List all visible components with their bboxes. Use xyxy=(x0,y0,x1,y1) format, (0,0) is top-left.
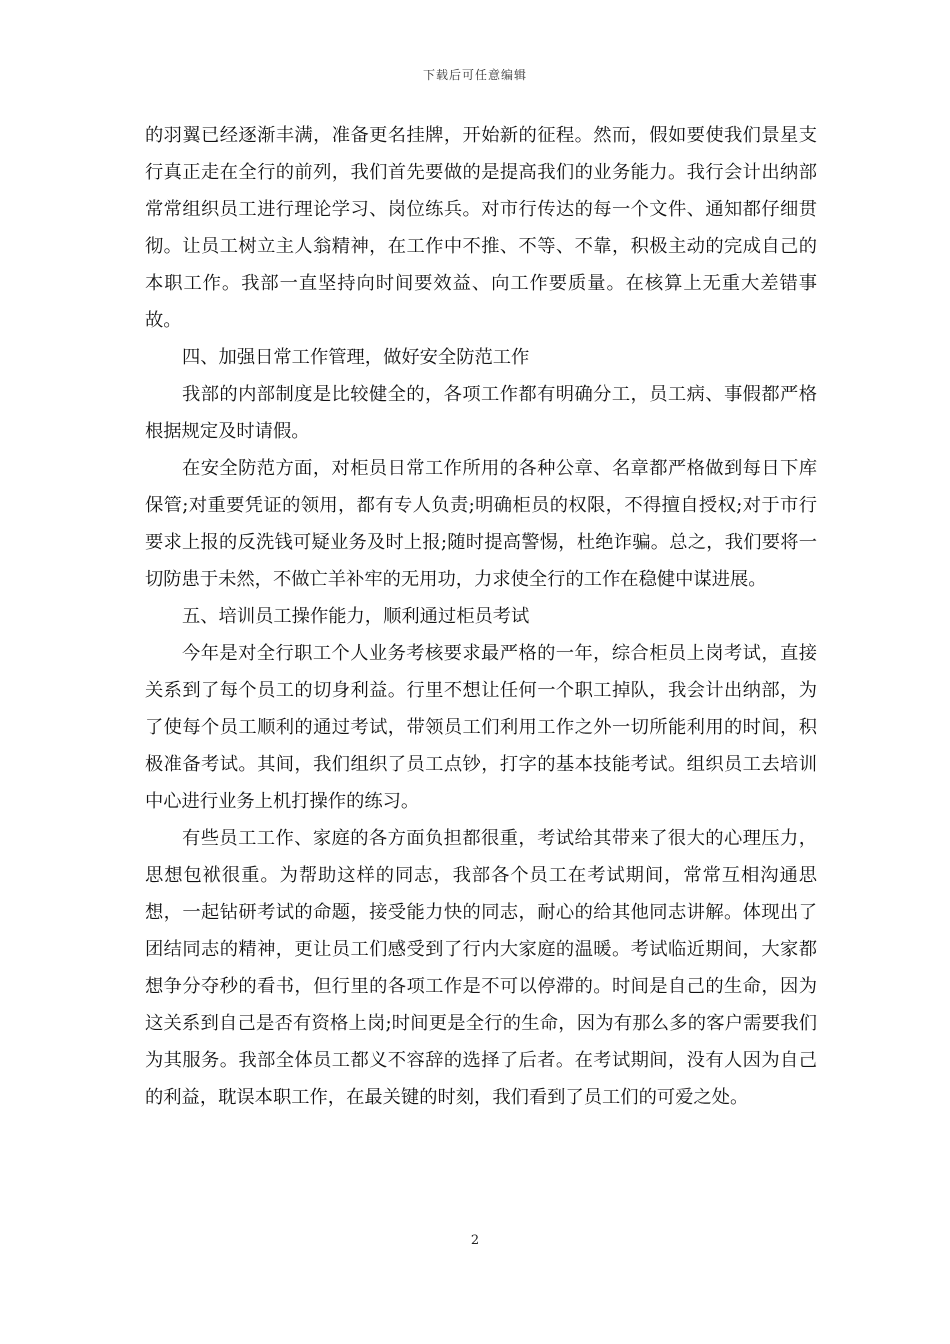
page-number: 2 xyxy=(470,1233,480,1248)
paragraph: 有些员工工作、家庭的各方面负担都很重，考试给其带来了很大的心理压力，思想包袱很重。为帮助这样的同志，我部各个员工在考试期间，常常互相沟通思想，一起钻研考试的命题，接受能力快的同志，耐心的给其他同志讲解。体现出了团结同志的精神，更让员工们感受到了行内大家庭的温暖。考试临近期间，大家都想争分夺秒的看书，但行里的各项工作是不可以停滞的。时间是自己的生命，因为这关系到自己是否有资格上岗;时间更是全行的生命，因为有那么多的客户需要我们为其服务。我部全体员工都义不容辞的选择了后者。在考试期间，没有人因为自己的利益，耽误本职工作，在最关键的时刻，我们看到了员工们的可爱之处。 xyxy=(145,828,817,1108)
paragraph: 我部的内部制度是比较健全的，各项工作都有明确分工，员工病、事假都严格根据规定及时请假。 xyxy=(145,384,817,442)
section-heading: 五、培训员工操作能力，顺利通过柜员考试 xyxy=(182,606,530,627)
page-header: 下载后可任意编辑 xyxy=(422,68,527,82)
document-body xyxy=(145,117,817,1116)
paragraph: 今年是对全行职工个人业务考核要求最严格的一年，综合柜员上岗考试，直接关系到了每个员工的切身利益。行里不想让任何一个职工掉队，我会计出纳部，为了使每个员工顺利的通过考试，带领员工们利用工作之外一切所能利用的时间，积极准备考试。其间，我们组织了员工点钞，打字的基本技能考试。组织员工去培训中心进行业务上机打操作的练习。 xyxy=(145,643,817,812)
paragraph: 的羽翼已经逐渐丰满，准备更名挂牌，开始新的征程。然而，假如要使我们景星支行真正走在全行的前列，我们首先要做的是提高我们的业务能力。我行会计出纳部常常组织员工进行理论学习、岗位练兵。对市行传达的每一个文件、通知都仔细贯彻。让员工树立主人翁精神，在工作中不推、不等、不靠，积极主动的完成自己的本职工作。我部一直坚持向时间要效益、向工作要质量。在核算上无重大差错事故。 xyxy=(145,125,817,331)
paragraph: 在安全防范方面，对柜员日常工作所用的各种公章、名章都严格做到每日下库保管;对重要凭证的领用，都有专人负责;明确柜员的权限，不得擅自授权;对于市行要求上报的反洗钱可疑业务及时上报;随时提高警惕，杜绝诈骗。总之，我们要将一切防患于未然，不做亡羊补牢的无用功，力求使全行的工作在稳健中谋进展。 xyxy=(145,458,817,590)
section-heading: 四、加强日常工作管理，做好安全防范工作 xyxy=(182,347,530,368)
